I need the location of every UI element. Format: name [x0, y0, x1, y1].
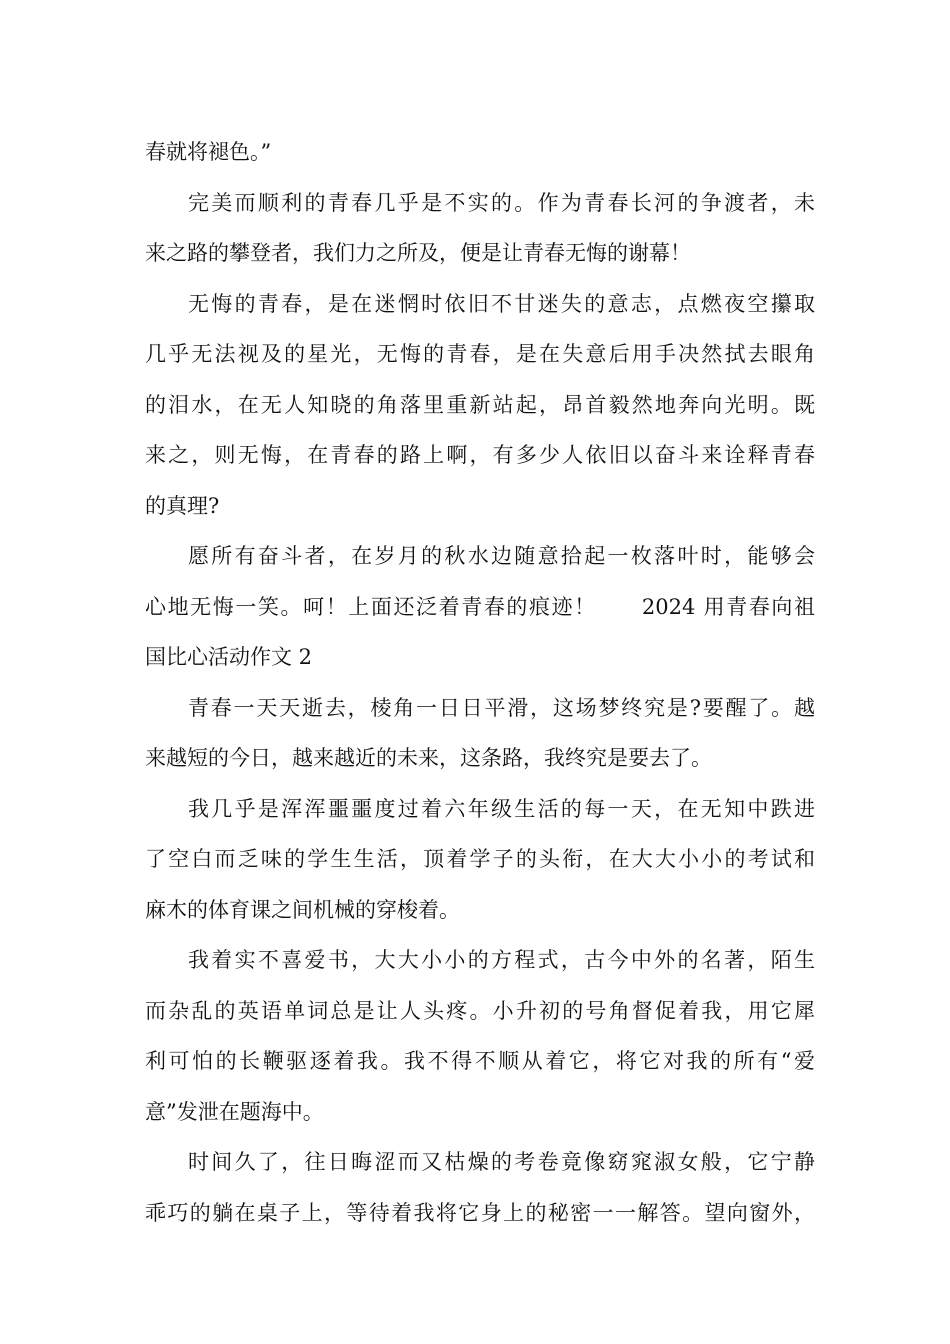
text-line: 意”发泄在题海中。 — [145, 1099, 324, 1124]
text-line: 心地无悔一笑。呵！上面还泛着青春的痕迹！ 2024 用青春向祖 — [145, 594, 815, 619]
text-line: 愿所有奋斗者，在岁月的秋水边随意拾起一枚落叶时，能够会 — [188, 544, 815, 568]
text-line: 国比心活动作文 2 — [145, 645, 313, 669]
text-line: 完美而顺利的青春几乎是不实的。作为青春长河的争渡者，未 — [188, 190, 815, 215]
text-line: 的泪水，在无人知晓的角落里重新站起，昂首毅然地奔向光明。既 — [145, 392, 815, 417]
text-line: 春就将褪色。” — [145, 140, 272, 164]
text-line: 的真理? — [145, 493, 220, 518]
text-line: 无悔的青春，是在迷惘时依旧不甘迷失的意志，点燃夜空攥取 — [188, 291, 815, 316]
text-line: 几乎无法视及的星光，无悔的青春，是在失意后用手决然拭去眼角 — [145, 342, 815, 366]
text-line: 我着实不喜爱书，大大小小的方程式，古今中外的名著，陌生 — [188, 948, 815, 972]
text-line: 而杂乱的英语单词总是让人头疼。小升初的号角督促着我，用它犀 — [145, 998, 815, 1023]
text-line: 来之，则无悔，在青春的路上啊，有多少人依旧以奋斗来诠释青春 — [145, 443, 815, 467]
text-line: 利可怕的长鞭驱逐着我。我不得不顺从着它，将它对我的所有“爱 — [145, 1049, 815, 1073]
text-line: 乖巧的躺在桌子上，等待着我将它身上的秘密一一解答。望向窗外， — [145, 1200, 815, 1225]
text-line: 我几乎是浑浑噩噩度过着六年级生活的每一天，在无知中跌进 — [188, 796, 815, 821]
text-line: 时间久了，往日晦涩而又枯燥的考卷竟像窈窕淑女般，它宁静 — [188, 1150, 815, 1174]
text-line: 麻木的体育课之间机械的穿梭着。 — [145, 897, 460, 922]
text-line: 青春一天天逝去，棱角一日日平滑，这场梦终究是?要醒了。越 — [188, 695, 815, 720]
text-line: 来之路的攀登者，我们力之所及，便是让青春无悔的谢幕！ — [145, 241, 691, 265]
essay-text — [145, 127, 815, 1238]
text-line: 来越短的今日，越来越近的未来，这条路，我终究是要去了。 — [145, 746, 712, 770]
text-line: 了空白而乏味的学生生活，顶着学子的头衔，在大大小小的考试和 — [145, 847, 815, 871]
